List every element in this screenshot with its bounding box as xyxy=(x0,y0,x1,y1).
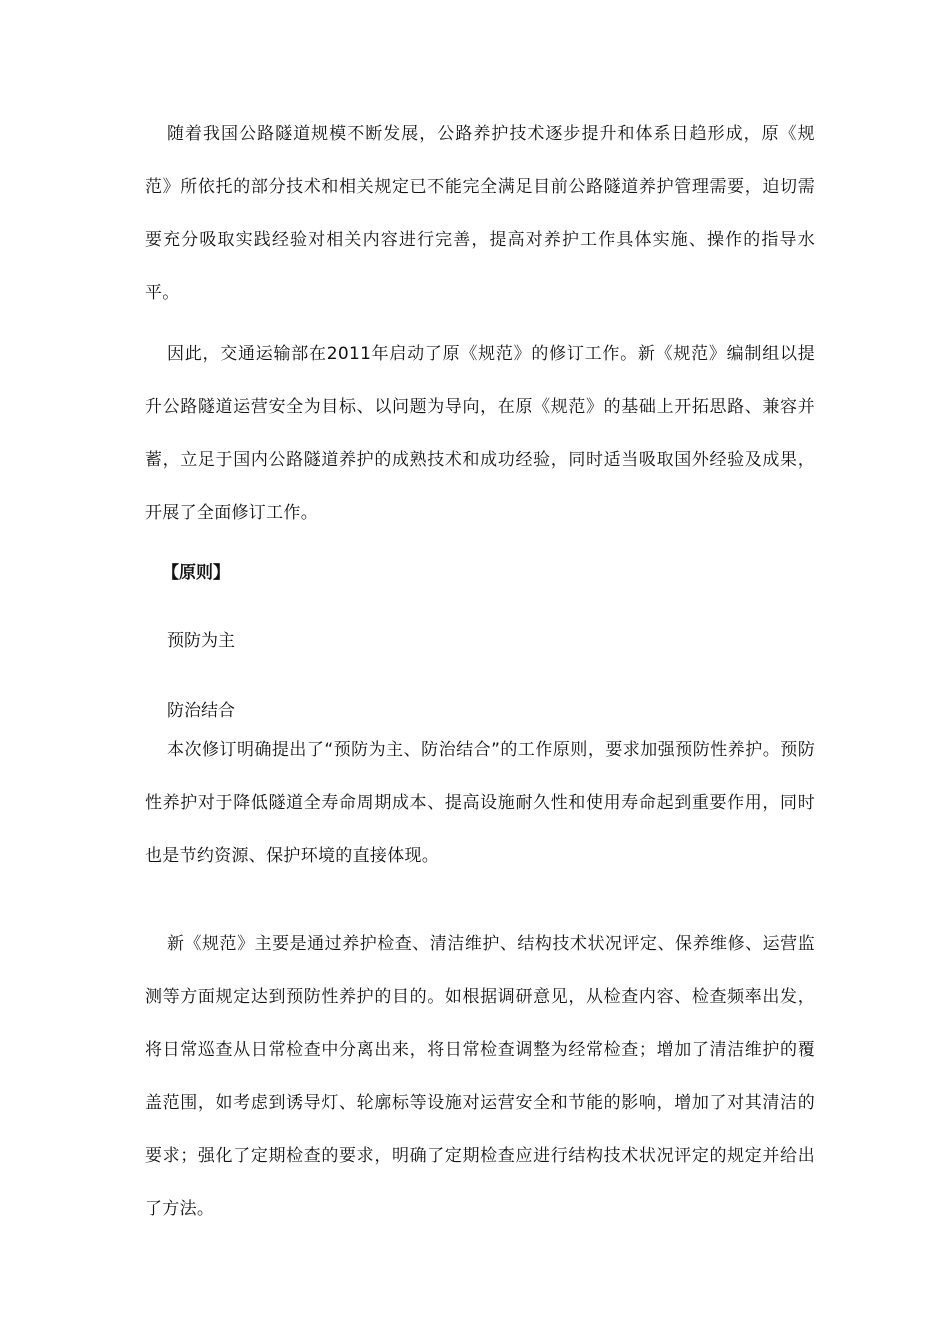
paragraph-new-spec-details: 新《规范》主要是通过养护检查、清洁维护、结构技术状况评定、保养维修、运营监测等方面规定达到预防性养护的目的。如根据调研意见，从检查内容、检查频率出发，将日常巡查从日常检查中分离出来，将日常检查调整为经常检查；增加了清洁维护的覆盖范围，如考虑到诱导灯、轮廓标等设施对运营安全和节能的影响，增加了对其清洁的要求；强化了定期检查的要求，明确了定期检查应进行结构技术状况评定的规定并给出了方法。 xyxy=(145,934,815,1219)
paragraph-preventive-maintenance: 本次修订明确提出了“预防为主、防治结合”的工作原则，要求加强预防性养护。预防性养护对于降低隧道全寿命周期成本、提高设施耐久性和使用寿命起到重要作用，同时也是节约资源、保护环境的直接体现。 xyxy=(145,740,815,866)
principle-item-prevention: 预防为主 xyxy=(167,631,235,651)
paragraph-background: 随着我国公路隧道规模不断发展，公路养护技术逐步提升和体系日趋形成，原《规范》所依托的部分技术和相关规定已不能完全满足目前公路隧道养护管理需要，迫切需要充分吸取实践经验对相关内容进行完善，提高对养护工作具体实施、操作的指导水平。 xyxy=(145,124,815,303)
heading-principle: 【原则】 xyxy=(162,563,230,583)
paragraph-revision-launch: 因此，交通运输部在2011年启动了原《规范》的修订工作。新《规范》编制组以提升公路隧道运营安全为目标、以问题为导向，在原《规范》的基础上开拓思路、兼容并蓄，立足于国内公路隧道养护的成熟技术和成功经验，同时适当吸取国外经验及成果，开展了全面修订工作。 xyxy=(145,344,815,523)
principle-item-combination: 防治结合 xyxy=(167,701,235,721)
